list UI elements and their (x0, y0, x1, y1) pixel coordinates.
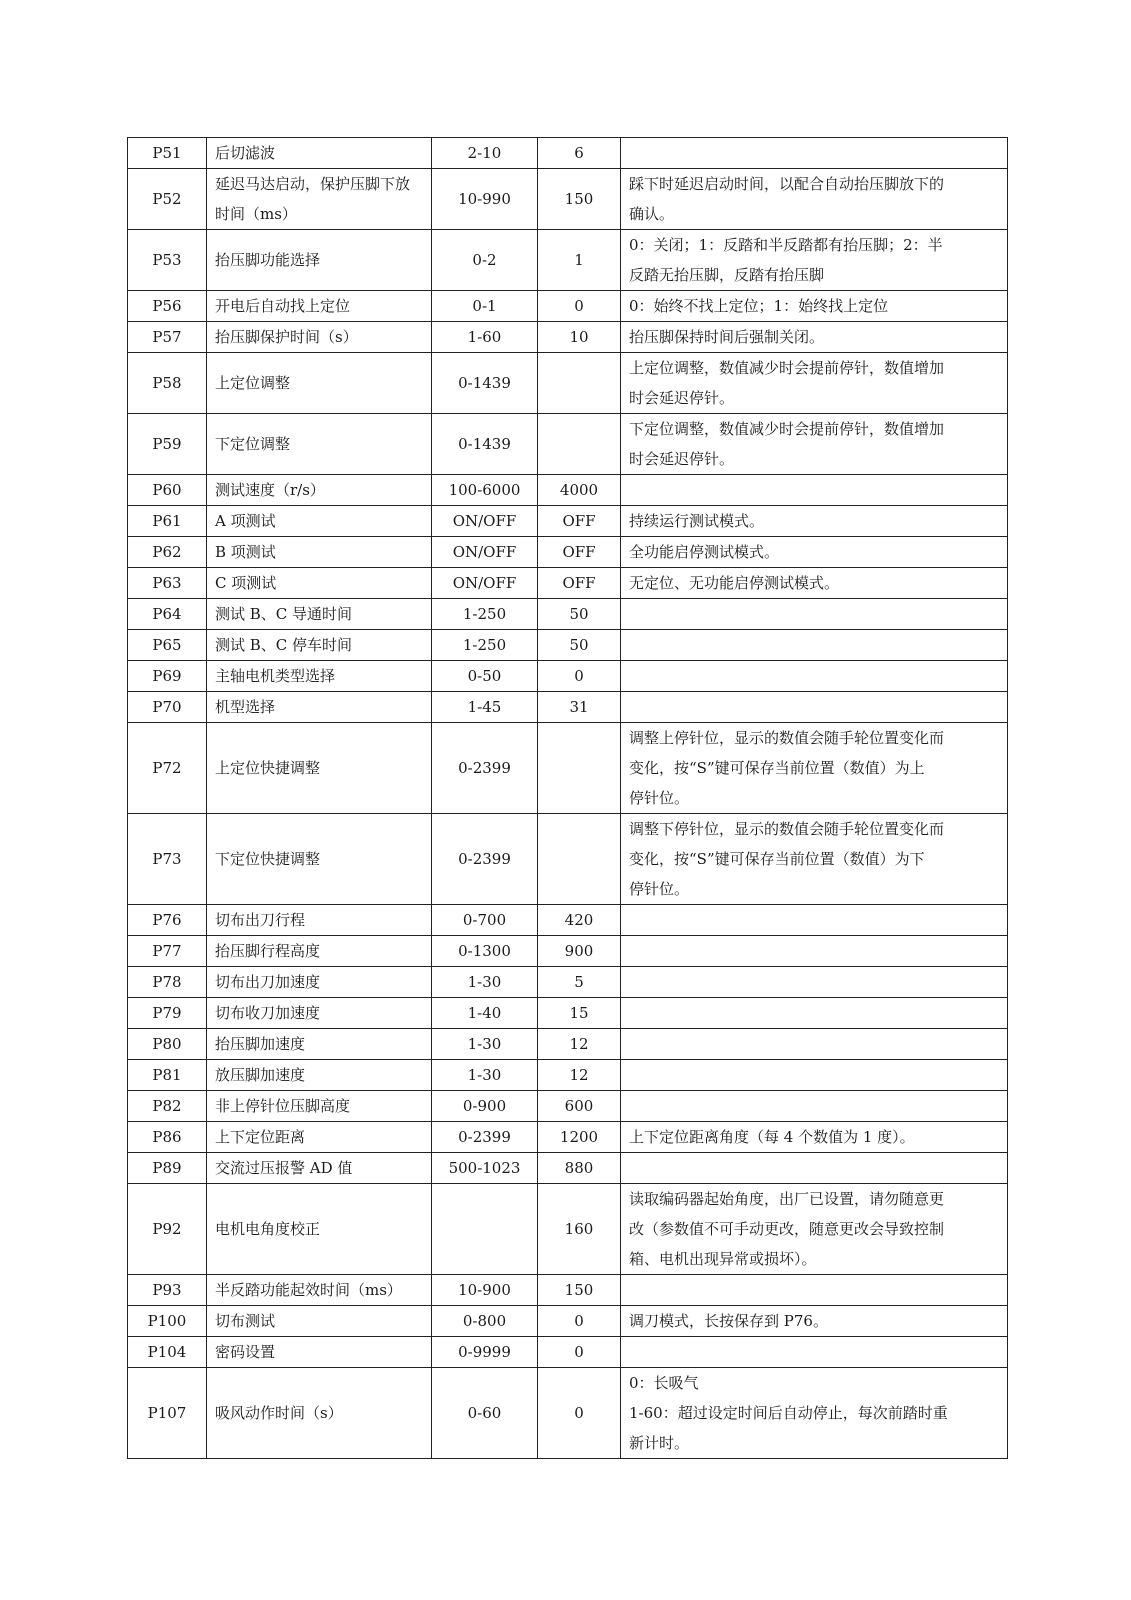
param-range: 0-2399 (432, 814, 538, 905)
table-row (128, 1060, 1008, 1091)
param-default: OFF (538, 506, 621, 537)
table-row (128, 537, 1008, 568)
param-code: P104 (128, 1337, 207, 1368)
parameter-table (127, 137, 1008, 1459)
param-range: 1-250 (432, 630, 538, 661)
note-line: 变化，按“S”键可保存当前位置（数值）为上 (629, 759, 925, 777)
param-range: 1-45 (432, 692, 538, 723)
param-name: 吸风动作时间（s） (207, 1368, 432, 1459)
param-name: 抬压脚功能选择 (207, 230, 432, 291)
param-note (621, 537, 1008, 568)
table-row (128, 630, 1008, 661)
note-line: 1-60：超过设定时间后自动停止，每次前踏时重 (629, 1404, 948, 1422)
param-range: 0-50 (432, 661, 538, 692)
param-code: P107 (128, 1368, 207, 1459)
table-row (128, 1122, 1008, 1153)
param-default: 600 (538, 1091, 621, 1122)
table-row (128, 230, 1008, 291)
table-row (128, 138, 1008, 169)
table-row (128, 599, 1008, 630)
note-line: 无定位、无功能启停测试模式。 (629, 574, 840, 592)
table-row (128, 967, 1008, 998)
table-row (128, 414, 1008, 475)
note-line: 停针位。 (629, 789, 690, 807)
param-name: 交流过压报警 AD 值 (207, 1153, 432, 1184)
param-default: 12 (538, 1060, 621, 1091)
param-range: 1-250 (432, 599, 538, 630)
param-default: 50 (538, 599, 621, 630)
param-note (621, 1029, 1008, 1060)
table-row (128, 723, 1008, 814)
param-note (621, 1368, 1008, 1459)
param-note (621, 1153, 1008, 1184)
param-note (621, 692, 1008, 723)
note-line: 抬压脚保持时间后强制关闭。 (629, 328, 825, 346)
param-code: P86 (128, 1122, 207, 1153)
param-default: OFF (538, 537, 621, 568)
param-note (621, 230, 1008, 291)
param-note (621, 967, 1008, 998)
param-note (621, 599, 1008, 630)
param-code: P92 (128, 1184, 207, 1275)
param-name: 下定位调整 (207, 414, 432, 475)
param-code: P57 (128, 322, 207, 353)
param-default (538, 414, 621, 475)
param-name: 抬压脚加速度 (207, 1029, 432, 1060)
table-row (128, 905, 1008, 936)
param-code: P51 (128, 138, 207, 169)
param-name: 开电后自动找上定位 (207, 291, 432, 322)
param-note (621, 661, 1008, 692)
param-note (621, 1184, 1008, 1275)
param-default: 0 (538, 1337, 621, 1368)
param-code: P89 (128, 1153, 207, 1184)
param-range (432, 1184, 538, 1275)
table-row (128, 1029, 1008, 1060)
table-row (128, 506, 1008, 537)
param-range: 2-10 (432, 138, 538, 169)
param-range: 0-1 (432, 291, 538, 322)
note-line: 调整上停针位，显示的数值会随手轮位置变化而 (629, 729, 945, 747)
param-default: 50 (538, 630, 621, 661)
param-default: 12 (538, 1029, 621, 1060)
param-name: 下定位快捷调整 (207, 814, 432, 905)
note-line: 箱、电机出现异常或损坏）。 (629, 1250, 817, 1268)
note-line: 0：始终不找上定位；1：始终找上定位 (629, 297, 889, 315)
parameter-table-body (128, 138, 1008, 1459)
note-line: 调刀模式，长按保存到 P76。 (629, 1312, 828, 1330)
param-name: 半反踏功能起效时间（ms） (207, 1275, 432, 1306)
note-line: 上下定位距离角度（每 4 个数值为 1 度）。 (629, 1128, 915, 1146)
param-range: 0-60 (432, 1368, 538, 1459)
param-range: 0-1439 (432, 414, 538, 475)
param-code: P77 (128, 936, 207, 967)
param-range: 0-1300 (432, 936, 538, 967)
param-range: ON/OFF (432, 568, 538, 599)
param-code: P53 (128, 230, 207, 291)
param-default: 4000 (538, 475, 621, 506)
param-range: 0-900 (432, 1091, 538, 1122)
param-range: 1-40 (432, 998, 538, 1029)
param-code: P60 (128, 475, 207, 506)
note-line: 确认。 (629, 205, 675, 223)
table-row (128, 1153, 1008, 1184)
param-code: P69 (128, 661, 207, 692)
param-default (538, 353, 621, 414)
param-default: 0 (538, 1368, 621, 1459)
param-default: 150 (538, 169, 621, 230)
param-note (621, 322, 1008, 353)
param-note (621, 169, 1008, 230)
note-line: 0：长吸气 (629, 1374, 699, 1392)
param-note (621, 723, 1008, 814)
param-name: 切布收刀加速度 (207, 998, 432, 1029)
param-name: 非上停针位压脚高度 (207, 1091, 432, 1122)
param-default: 10 (538, 322, 621, 353)
param-note (621, 1275, 1008, 1306)
param-name: C 项测试 (207, 568, 432, 599)
param-code: P81 (128, 1060, 207, 1091)
param-name: 切布测试 (207, 1306, 432, 1337)
param-default: 6 (538, 138, 621, 169)
param-range: 0-1439 (432, 353, 538, 414)
note-line: 0：关闭；1：反踏和半反踏都有抬压脚；2：半 (629, 236, 943, 254)
table-row (128, 936, 1008, 967)
table-row (128, 998, 1008, 1029)
param-code: P100 (128, 1306, 207, 1337)
param-name: B 项测试 (207, 537, 432, 568)
param-note (621, 1122, 1008, 1153)
param-code: P63 (128, 568, 207, 599)
param-name: 后切滤波 (207, 138, 432, 169)
param-range: 10-900 (432, 1275, 538, 1306)
param-range: 0-2399 (432, 1122, 538, 1153)
param-default: 900 (538, 936, 621, 967)
param-name: 抬压脚行程高度 (207, 936, 432, 967)
param-range: 100-6000 (432, 475, 538, 506)
param-default: OFF (538, 568, 621, 599)
note-line: 上定位调整，数值减少时会提前停针，数值增加 (629, 359, 945, 377)
param-range: ON/OFF (432, 537, 538, 568)
param-note (621, 353, 1008, 414)
param-default: 0 (538, 661, 621, 692)
table-row (128, 1275, 1008, 1306)
param-code: P72 (128, 723, 207, 814)
param-note (621, 1091, 1008, 1122)
param-code: P58 (128, 353, 207, 414)
param-note (621, 998, 1008, 1029)
param-code: P59 (128, 414, 207, 475)
table-row (128, 1091, 1008, 1122)
note-line: 时会延迟停针。 (629, 450, 735, 468)
table-row (128, 322, 1008, 353)
param-code: P76 (128, 905, 207, 936)
param-note (621, 291, 1008, 322)
table-row (128, 661, 1008, 692)
param-name: 放压脚加速度 (207, 1060, 432, 1091)
param-default: 160 (538, 1184, 621, 1275)
param-default: 1200 (538, 1122, 621, 1153)
param-note (621, 905, 1008, 936)
note-line: 反踏无抬压脚，反踏有抬压脚 (629, 266, 825, 284)
param-note (621, 506, 1008, 537)
param-name: 切布出刀加速度 (207, 967, 432, 998)
param-default: 0 (538, 1306, 621, 1337)
param-name: 密码设置 (207, 1337, 432, 1368)
param-range: 0-800 (432, 1306, 538, 1337)
param-code: P78 (128, 967, 207, 998)
table-row (128, 475, 1008, 506)
note-line: 停针位。 (629, 880, 690, 898)
param-default: 31 (538, 692, 621, 723)
table-row (128, 1306, 1008, 1337)
param-default (538, 723, 621, 814)
note-line: 改（参数值不可手动更改，随意更改会导致控制 (629, 1220, 945, 1238)
param-name: 测试 B、C 导通时间 (207, 599, 432, 630)
param-note (621, 1060, 1008, 1091)
param-range: 1-30 (432, 1060, 538, 1091)
table-row (128, 291, 1008, 322)
param-name: 抬压脚保护时间（s） (207, 322, 432, 353)
table-row (128, 353, 1008, 414)
param-note (621, 630, 1008, 661)
param-default: 5 (538, 967, 621, 998)
param-name: A 项测试 (207, 506, 432, 537)
param-note (621, 1306, 1008, 1337)
note-line: 新计时。 (629, 1434, 690, 1452)
param-range: 1-30 (432, 1029, 538, 1060)
param-note (621, 414, 1008, 475)
param-range: 10-990 (432, 169, 538, 230)
note-line: 变化，按“S”键可保存当前位置（数值）为下 (629, 850, 925, 868)
table-row (128, 692, 1008, 723)
param-note (621, 814, 1008, 905)
table-row (128, 169, 1008, 230)
param-code: P64 (128, 599, 207, 630)
param-code: P65 (128, 630, 207, 661)
param-name: 上定位快捷调整 (207, 723, 432, 814)
param-name: 上定位调整 (207, 353, 432, 414)
param-code: P80 (128, 1029, 207, 1060)
param-range: ON/OFF (432, 506, 538, 537)
param-code: P82 (128, 1091, 207, 1122)
table-row (128, 1368, 1008, 1459)
table-row (128, 1337, 1008, 1368)
param-name: 机型选择 (207, 692, 432, 723)
note-line: 读取编码器起始角度，出厂已设置，请勿随意更 (629, 1190, 945, 1208)
param-name: 电机电角度校正 (207, 1184, 432, 1275)
param-note (621, 568, 1008, 599)
param-code: P79 (128, 998, 207, 1029)
param-default: 1 (538, 230, 621, 291)
param-default: 0 (538, 291, 621, 322)
param-range: 500-1023 (432, 1153, 538, 1184)
param-default: 880 (538, 1153, 621, 1184)
note-line: 踩下时延迟启动时间，以配合自动抬压脚放下的 (629, 175, 945, 193)
param-code: P61 (128, 506, 207, 537)
param-code: P62 (128, 537, 207, 568)
param-name: 测试 B、C 停车时间 (207, 630, 432, 661)
note-line: 时会延迟停针。 (629, 389, 735, 407)
note-line: 调整下停针位，显示的数值会随手轮位置变化而 (629, 820, 945, 838)
param-name: 上下定位距离 (207, 1122, 432, 1153)
param-note (621, 1337, 1008, 1368)
param-default: 15 (538, 998, 621, 1029)
param-default: 150 (538, 1275, 621, 1306)
table-row (128, 1184, 1008, 1275)
param-note (621, 138, 1008, 169)
param-range: 0-2 (432, 230, 538, 291)
note-line: 下定位调整，数值减少时会提前停针，数值增加 (629, 420, 945, 438)
table-row (128, 814, 1008, 905)
table-row (128, 568, 1008, 599)
param-code: P73 (128, 814, 207, 905)
param-range: 0-2399 (432, 723, 538, 814)
param-name: 主轴电机类型选择 (207, 661, 432, 692)
param-default: 420 (538, 905, 621, 936)
param-code: P56 (128, 291, 207, 322)
note-line: 持续运行测试模式。 (629, 512, 765, 530)
param-range: 1-30 (432, 967, 538, 998)
param-name: 测试速度（r/s） (207, 475, 432, 506)
param-name: 切布出刀行程 (207, 905, 432, 936)
param-range: 0-700 (432, 905, 538, 936)
param-code: P52 (128, 169, 207, 230)
param-name: 延迟马达启动，保护压脚下放时间（ms） (207, 169, 432, 230)
param-range: 0-9999 (432, 1337, 538, 1368)
param-code: P93 (128, 1275, 207, 1306)
param-default (538, 814, 621, 905)
param-range: 1-60 (432, 322, 538, 353)
param-note (621, 936, 1008, 967)
note-line: 全功能启停测试模式。 (629, 543, 780, 561)
param-note (621, 475, 1008, 506)
param-code: P70 (128, 692, 207, 723)
